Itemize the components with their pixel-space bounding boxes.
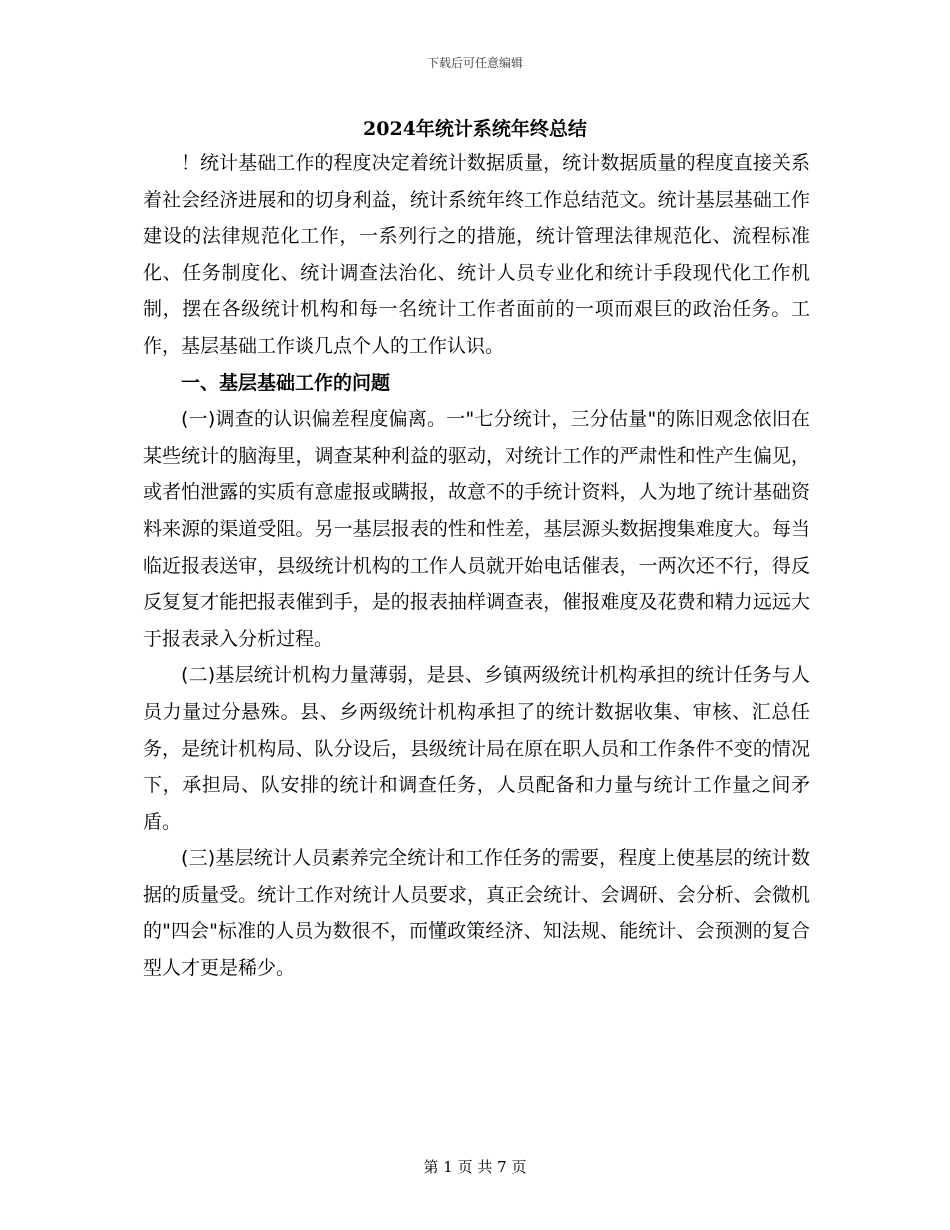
page-number: 第 1 页 共 7 页: [423, 1158, 527, 1176]
issue-paragraph-1: (一)调查的认识偏差程度偏离。一"七分统计，三分估量"的陈旧观念依旧在某些统计的脑海里，调查某种利益的驱动，对统计工作的严肃性和性产生偏见，或者怕泄露的实质有意虚报或瞒报，故意不的手统计资料，人为地了统计基础资料来源的渠道受阻。另一基层报表的性和性差，基层源头数据搜集难度大。每当临近报表送审，县级统计机构的工作人员就开始电话催表，一两次还不行，得反反复复才能把报表催到手，是的报表抽样调查表，催报难度及花费和精力远远大于报表录入分析过程。: [143, 408, 810, 650]
issue-paragraph-2: (二)基层统计机构力量薄弱，是县、乡镇两级统计机构承担的统计任务与人员力量过分悬殊。县、乡两级统计机构承担了的统计数据收集、审核、汇总任务，是统计机构局、队分设后，县级统计局在原在职人员和工作条件不变的情况下，承担局、队安排的统计和调查任务，人员配备和力量与统计工作量之间矛盾。: [143, 664, 810, 833]
intro-paragraph: ！统计基础工作的程度决定着统计数据质量，统计数据质量的程度直接关系着社会经济进展和的切身利益，统计系统年终工作总结范文。统计基层基础工作建设的法律规范化工作，一系列行之的措施，统计管理法律规范化、流程标准化、任务制度化、统计调查法治化、统计人员专业化和统计手段现代化工作机制，摆在各级统计机构和每一名统计工作者面前的一项而艰巨的政治任务。工作，基层基础工作谈几点个人的工作认识。: [143, 152, 810, 357]
section-heading: 一、基层基础工作的问题: [181, 371, 391, 394]
header-note: 下载后可任意编辑: [426, 56, 523, 70]
document-body: [143, 145, 810, 987]
issue-paragraph-3: (三)基层统计人员素养完全统计和工作任务的需要，程度上使基层的统计数据的质量受。统计工作对统计人员要求，真正会统计、会调研、会分析、会微机的"四会"标准的人员为数很不，而懂政策经济、知法规、能统计、会预测的复合型人才更是稀少。: [143, 847, 810, 980]
document-title: 2024年统计系统年终总结: [363, 118, 587, 140]
